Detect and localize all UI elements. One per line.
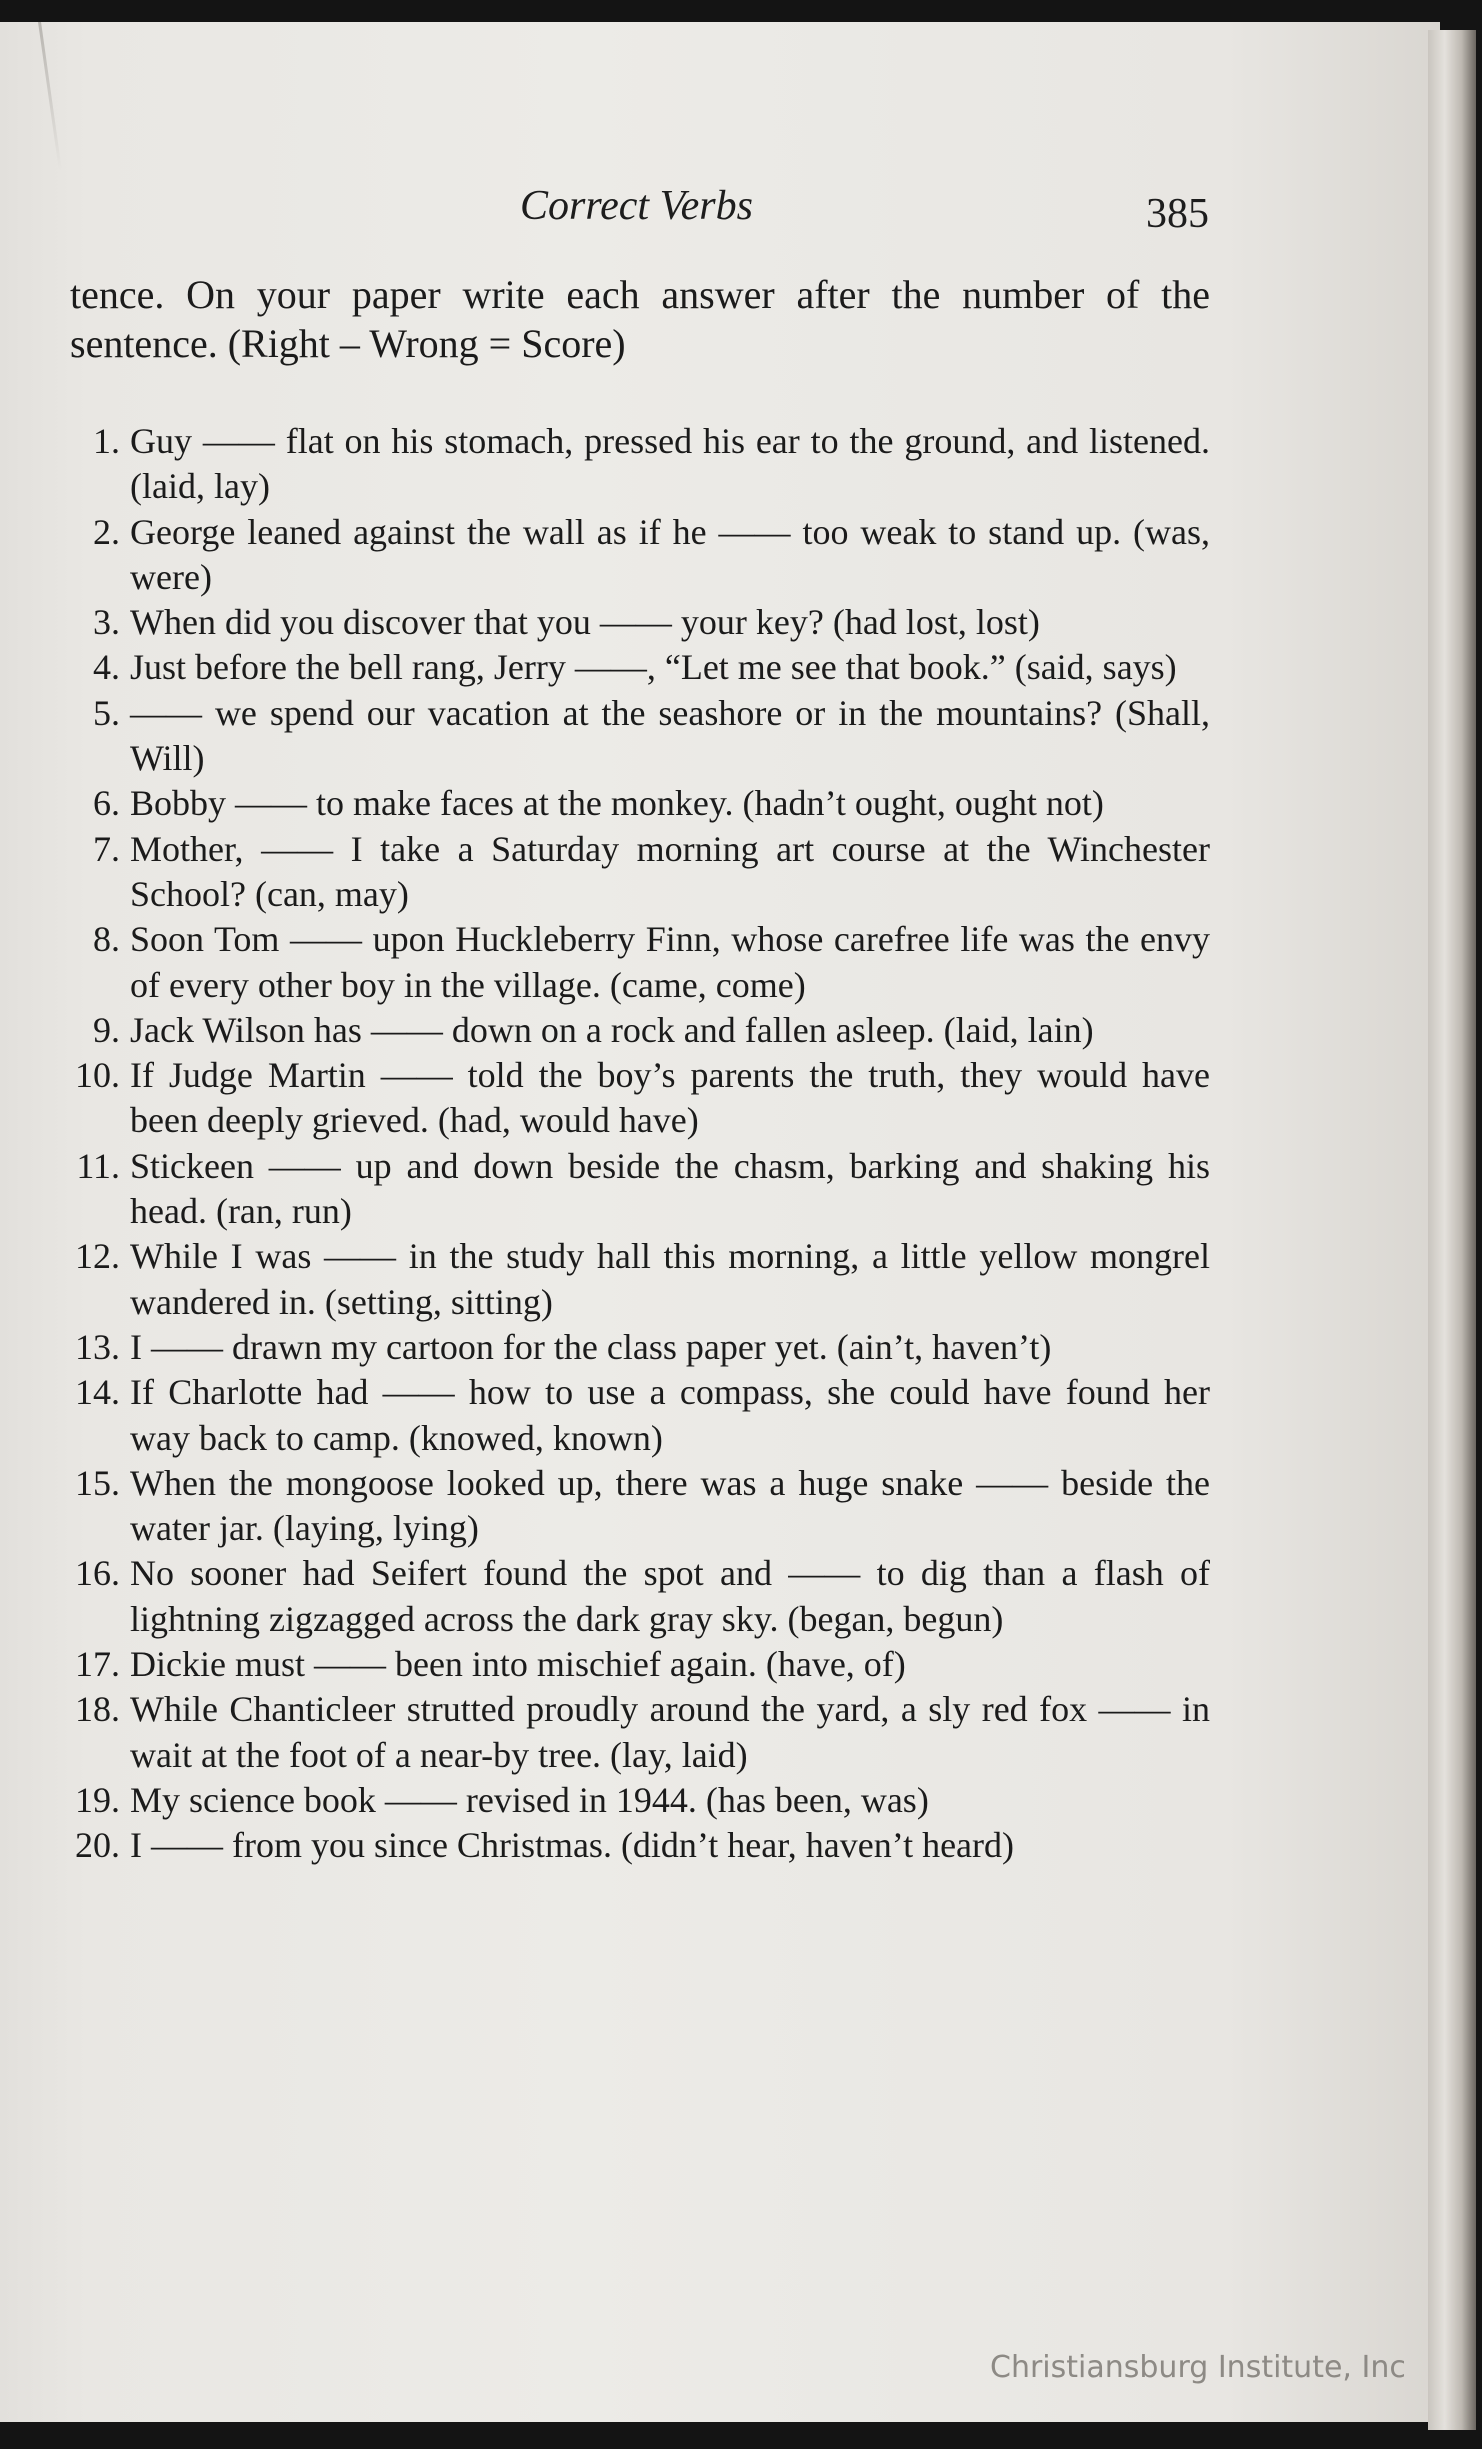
exercise-item [70,419,1210,510]
exercise-item [70,645,1210,690]
exercise-number: 1. [93,421,120,461]
exercise-item [70,1325,1210,1370]
exercise-text: My science book —— revised in 1944. (has been, was) [130,1779,929,1820]
exercise-text: Guy —— flat on his stomach, pressed his ear to the ground, and listened. (laid, lay) [130,421,1210,507]
exercise-item [70,510,1210,601]
exercise-text: —— we spend our vacation at the seashore or in the mountains? (Shall, Will) [130,692,1210,779]
book-page [0,22,1440,2422]
page-edge [1428,30,1476,2430]
exercise-text: When the mongoose looked up, there was a huge snake —— beside the water jar. (laying, lying) [130,1462,1210,1549]
running-title: Correct Verbs [520,183,753,229]
exercise-text: While Chanticleer strutted proudly around the yard, a sly red fox —— in wait at the foot of a near-by tree. (lay, laid) [130,1689,1210,1775]
exercise-number: 8. [93,919,120,960]
exercise-number: 16. [75,1553,120,1594]
exercise-text: Soon Tom —— upon Huckleberry Finn, whose carefree life was the envy of every other boy in the village. (came, come) [130,919,1210,1005]
intro-paragraph [70,270,1210,368]
exercise-text: If Judge Martin —— told the boy’s parents the truth, they would have been deeply grieved. (had, would have) [130,1055,1210,1141]
exercise-number: 18. [75,1689,120,1730]
exercise-item [70,781,1210,826]
exercise-number: 4. [93,647,120,688]
exercise-text: I —— drawn my cartoon for the class paper yet. (ain’t, haven’t) [130,1326,1052,1367]
exercise-number: 3. [93,602,120,643]
exercise-text: When did you discover that you —— your key? (had lost, lost) [130,602,1040,643]
exercise-text: Jack Wilson has —— down on a rock and fallen asleep. (laid, lain) [130,1009,1094,1050]
intro-text: tence. On your paper write each answer after the number of the sentence. (Right – Wrong = Score) [70,272,1210,366]
exercise-number: 13. [75,1326,120,1367]
exercise-item [70,1370,1210,1461]
exercise-number: 2. [93,511,120,552]
exercise-item [70,600,1210,645]
exercise-item [70,1551,1210,1642]
watermark: Christiansburg Institute, Inc [990,2350,1406,2385]
exercise-text: If Charlotte had —— how to use a compass, she could have found her way back to camp. (knowed, known) [130,1372,1210,1458]
exercise-text: Stickeen —— up and down beside the chasm, barking and shaking his head. (ran, run) [130,1145,1210,1232]
exercise-text: Mother, —— I take a Saturday morning art course at the Winchester School? (can, may) [130,828,1210,914]
exercise-text: Dickie must —— been into mischief again. (have, of) [130,1644,906,1685]
exercise-number: 17. [75,1644,120,1685]
exercise-number: 7. [93,828,120,869]
exercise-text: George leaned against the wall as if he —— too weak to stand up. (was, were) [130,511,1210,597]
exercise-item [70,691,1210,782]
exercise-item [70,1778,1210,1823]
exercise-list [70,419,1210,1869]
exercise-item [70,1144,1210,1235]
exercise-item [70,827,1210,918]
exercise-number: 5. [93,692,120,733]
exercise-number: 11. [76,1145,120,1186]
exercise-text: I —— from you since Christmas. (didn’t hear, haven’t heard) [130,1825,1015,1866]
exercise-text: Just before the bell rang, Jerry ——, “Let me see that book.” (said, says) [130,647,1177,688]
exercise-number: 14. [75,1372,120,1413]
exercise-number: 19. [75,1779,120,1820]
exercise-item [70,1461,1210,1552]
page-number: 385 [1146,191,1209,237]
exercise-number: 6. [93,783,120,824]
exercise-item [70,1823,1210,1868]
exercise-item [70,917,1210,1008]
exercise-text: While I was —— in the study hall this morning, a little yellow mongrel wandered in. (setting, sitting) [130,1236,1210,1322]
exercise-item [70,1234,1210,1325]
exercise-text: No sooner had Seifert found the spot and —— to dig than a flash of lightning zigzagged across the dark gray sky. (began, begun) [130,1553,1210,1639]
exercise-number: 20. [75,1825,120,1866]
exercise-number: 15. [75,1462,120,1503]
exercise-item [70,1008,1210,1053]
exercise-text: Bobby —— to make faces at the monkey. (hadn’t ought, ought not) [130,783,1104,824]
exercise-item [70,1642,1210,1687]
page-crease [38,22,62,171]
exercise-item [70,1687,1210,1778]
exercise-number: 12. [75,1236,120,1277]
exercise-number: 10. [75,1055,120,1096]
exercise-number: 9. [93,1009,120,1050]
exercise-item [70,1053,1210,1144]
